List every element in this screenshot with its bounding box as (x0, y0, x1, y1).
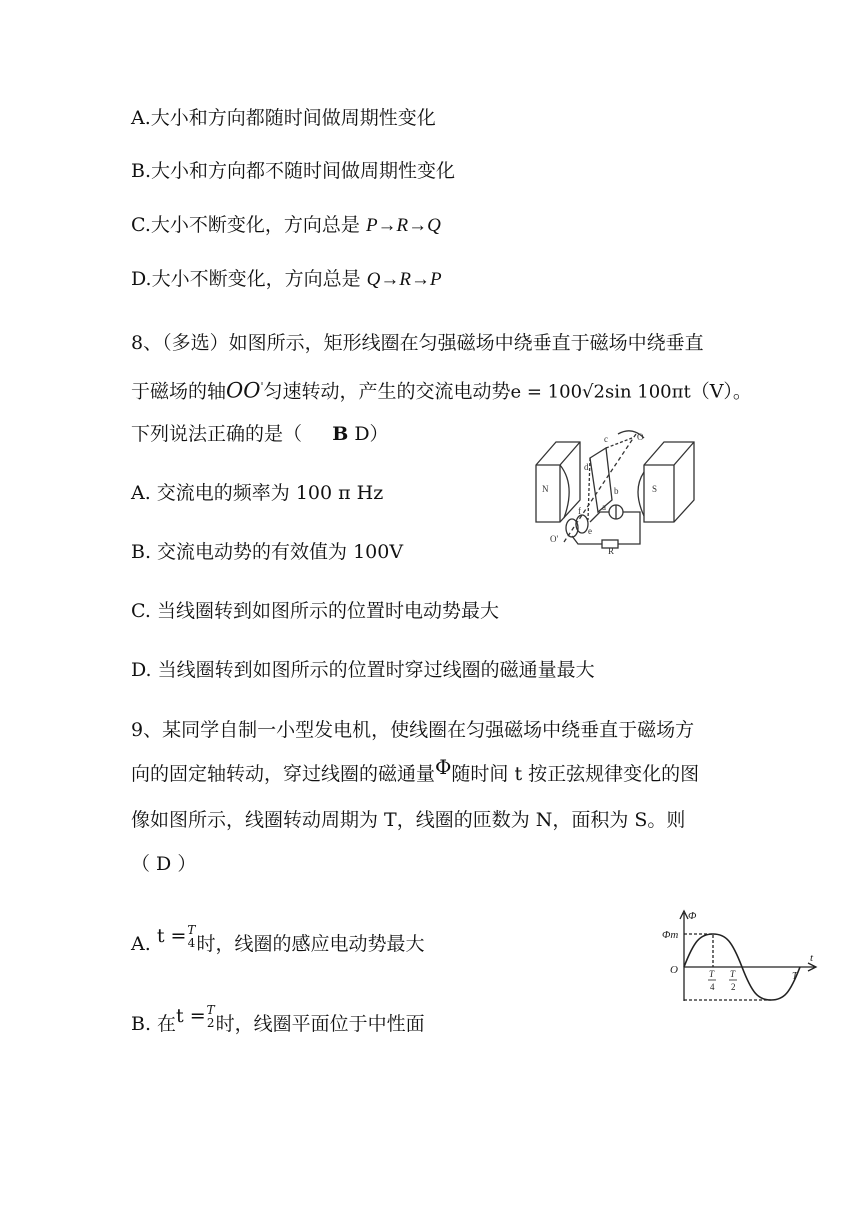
q7-option-d-path: Q→R→P (366, 269, 442, 290)
q9-stem-line1: 9、某同学自制一小型发电机，使线圈在匀强磁场中绕垂直于磁场方 (131, 719, 695, 741)
q9-option-a-fraction (187, 924, 195, 950)
graph-phim-label: Φm (662, 929, 679, 941)
fig-label-d: d (584, 462, 589, 472)
q9-stem-text-b: 随时间 t 按正弦规律变化的图 (451, 763, 700, 785)
q7-option-b: B.大小和方向都不随时间做周期性变化 (131, 160, 456, 182)
q9-stem-line4: （ D ） (131, 853, 197, 875)
fig-label-c: c (604, 434, 608, 444)
q9-option-a (131, 924, 424, 964)
q7-option-c (131, 212, 441, 239)
fig-label-b: b (614, 486, 619, 496)
fig-label-a: a (602, 502, 606, 512)
q9-option-b-t: t = (176, 1005, 206, 1027)
fig-label-s: S (652, 484, 658, 494)
fig-label-o-prime: O' (550, 534, 559, 544)
graph-t2-num: T (730, 969, 736, 979)
q7-option-a: A.大小和方向都随时间做周期性变化 (131, 107, 436, 129)
graph-phi-label: Φ (688, 910, 697, 922)
flux-graph (658, 905, 828, 1005)
q9-option-a-label: A. (131, 933, 151, 955)
q8-stem-text-a: 于磁场的轴 (131, 380, 227, 403)
q9-option-a-den: 4 (187, 936, 196, 950)
q8-axis-symbol: OO (226, 378, 261, 403)
q7-option-d (131, 266, 442, 293)
q8-option-b: B. 交流电动势的有效值为 100V (131, 541, 404, 563)
q8-option-a: A. 交流电的频率为 100 π Hz (131, 482, 384, 504)
q9-option-a-t: t = (156, 925, 187, 947)
q9-option-b-text: 时，线圈平面位于中性面 (215, 1013, 425, 1035)
q8-stem-text-b: 匀速转动，产生的交流电动势 (263, 380, 511, 403)
q8-emf-formula: e = 100√2sin 100πt (510, 381, 691, 403)
generator-figure (528, 430, 704, 555)
graph-period-label: T (792, 971, 798, 982)
q9-stem-line3: 像如图所示，线圈转动周期为 T，线圈的匝数为 N，面积为 S。则 (131, 809, 686, 831)
q9-option-a-num: T (187, 923, 196, 937)
q8-axis-prime: ' (260, 380, 264, 393)
q9-option-b-den: 2 (206, 1016, 215, 1030)
q9-option-b-label: B. 在 (131, 1013, 177, 1035)
q7-option-d-text: D.大小不断变化，方向总是 (131, 268, 367, 290)
fig-label-r: R (608, 546, 615, 555)
q9-option-b (131, 1004, 425, 1044)
q8-option-c: C. 当线圈转到如图所示的位置时电动势最大 (131, 600, 499, 622)
q7-option-c-path: P→R→Q (365, 215, 441, 236)
q9-option-b-num: T (206, 1003, 215, 1017)
graph-t2-den: 2 (731, 982, 736, 992)
fig-label-o: O (637, 432, 644, 442)
graph-t4-num: T (709, 969, 715, 979)
graph-t-label: t (810, 952, 814, 964)
q8-stem-line2 (131, 374, 752, 405)
q9-stem-text-a: 向的固定轴转动，穿过线圈的磁通量 (131, 763, 436, 785)
q8-option-d: D. 当线圈转到如图所示的位置时穿过线圈的磁通量最大 (131, 659, 595, 681)
q9-stem-line2 (131, 755, 700, 787)
fig-label-n: N (542, 484, 549, 494)
graph-t4-den: 4 (710, 982, 715, 992)
q8-stem-line3 (131, 421, 389, 447)
q8-answer-b: B (332, 423, 349, 445)
fig-label-f: f (578, 506, 581, 516)
q8-answer-d: D） (348, 423, 389, 445)
q9-option-b-fraction (207, 1004, 215, 1030)
graph-origin-label: O (670, 964, 678, 976)
fig-label-e: e (588, 526, 592, 536)
q9-phi-symbol: Φ (435, 755, 452, 779)
q8-emf-unit: （V）。 (690, 380, 752, 403)
q7-option-c-text: C.大小不断变化，方向总是 (131, 214, 366, 236)
q8-stem-text-c: 下列说法正确的是（ (131, 423, 303, 445)
q8-stem-line1: 8、（多选）如图所示，矩形线圈在匀强磁场中绕垂直于磁场中绕垂直 (131, 332, 704, 354)
q9-option-a-text: 时，线圈的感应电动势最大 (196, 933, 425, 955)
